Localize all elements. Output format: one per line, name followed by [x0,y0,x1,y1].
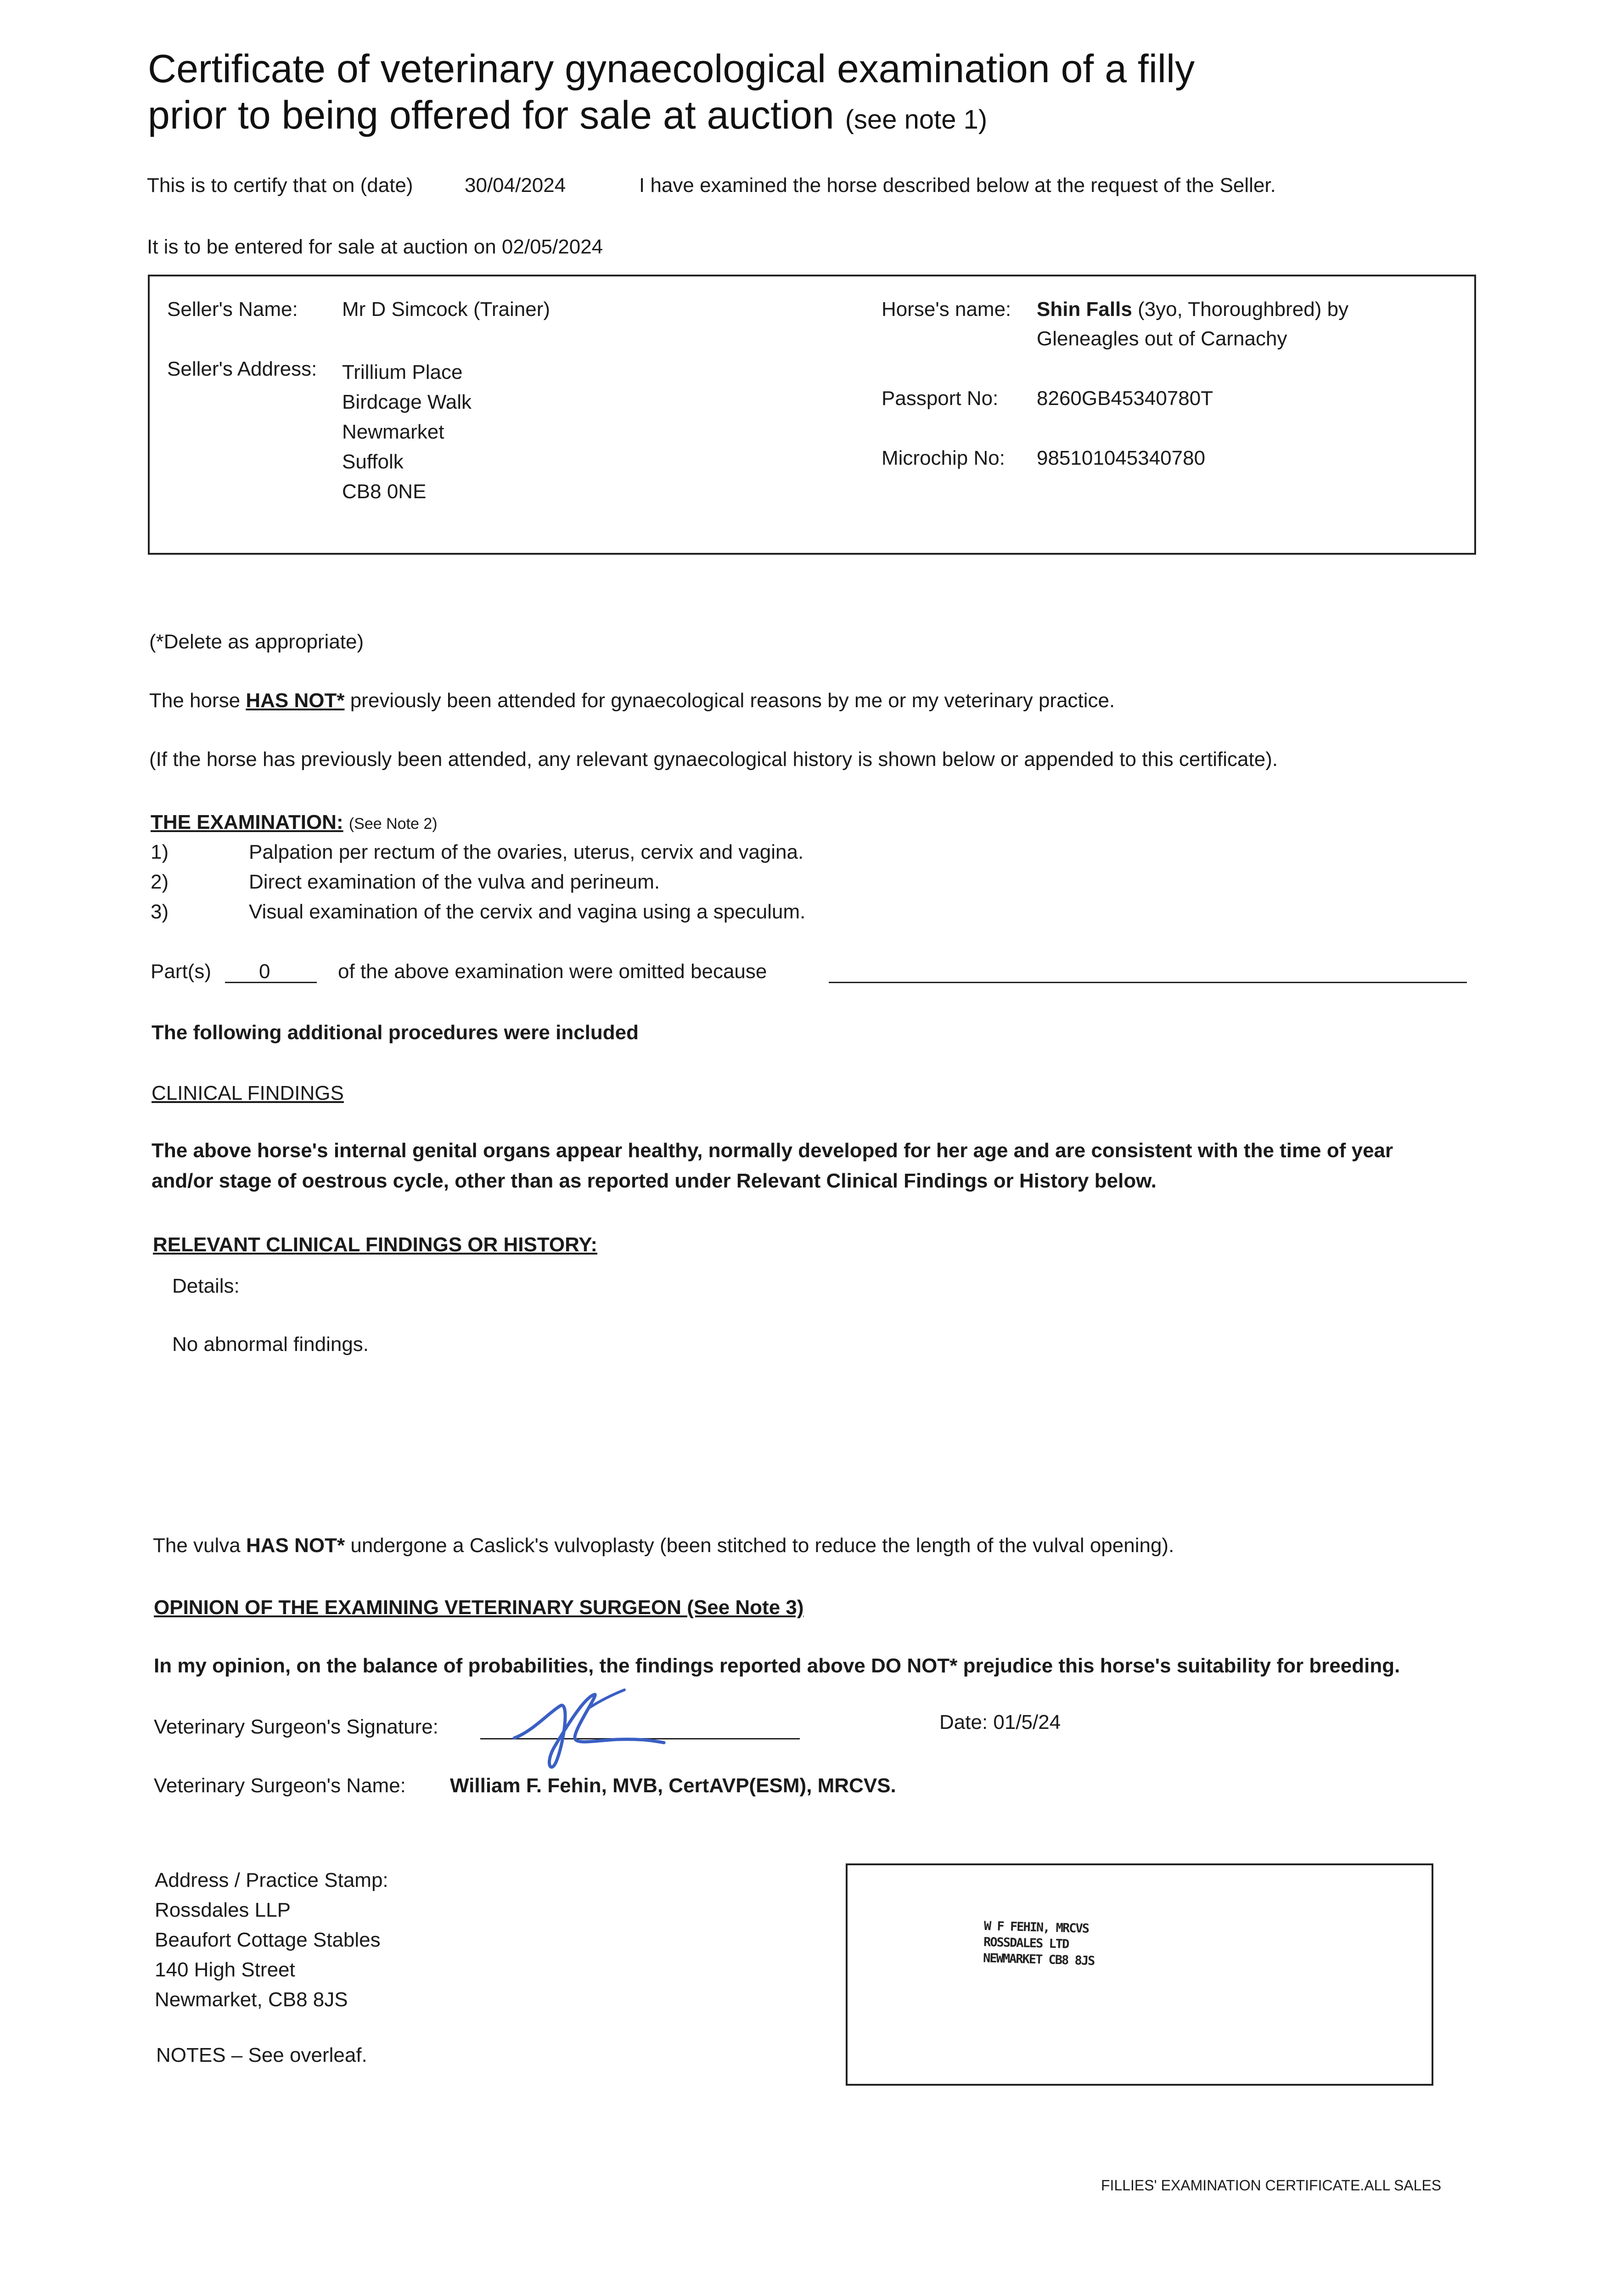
opinion-text: In my opinion, on the balance of probabilities, the findings reported above DO NOT* prejudice this horse's suitability for breeding. [154,1654,1400,1677]
practice-address-line: Beaufort Cottage Stables [155,1929,381,1951]
examination-heading: THE EXAMINATION: (See Note 2) [151,811,438,833]
certify-suffix: I have examined the horse described below at the request of the Seller. [639,174,1276,197]
passport-number: 8260GB45340780T [1037,387,1213,410]
signature-scribble [505,1681,698,1782]
horse-name-detail: (3yo, Thoroughbred) by [1138,298,1349,321]
practice-address-label: Address / Practice Stamp: [155,1869,388,1891]
title-line-1: Certificate of veterinary gynaecological examination of a filly [148,47,1195,91]
relevant-findings-heading: RELEVANT CLINICAL FINDINGS OR HISTORY: [153,1233,598,1256]
horse-name-line [1037,298,1348,322]
title-note: (see note 1) [845,105,988,135]
seller-name: Mr D Simcock (Trainer) [342,298,550,321]
exam-item-text: Visual examination of the cervix and vagina using a speculum. [249,900,806,923]
address-line: Newmarket [342,421,444,443]
document-title [148,46,1195,139]
horse-breeding: Gleneagles out of Carnachy [1037,327,1287,350]
practice-address-line: 140 High Street [155,1958,295,1981]
stamp-line: W F FEHIN, MRCVS [983,1919,1089,1936]
horse-name: Shin Falls [1037,298,1132,321]
address-line: Trillium Place [342,361,463,383]
opinion-heading: OPINION OF THE EXAMINING VETERINARY SURGEON (See Note 3) [154,1596,804,1619]
delete-note: (*Delete as appropriate) [149,630,364,653]
vulva-statement: The vulva HAS NOT* undergone a Caslick's vulvoplasty (been stitched to reduce the length of the vulval opening). [153,1534,1174,1557]
certify-prefix: This is to certify that on (date) [147,174,413,197]
stamp-line: NEWMARKET CB8 8JS [983,1951,1095,1969]
omitted-value: 0 [259,960,270,983]
stamp-line: ROSSDALES LTD [983,1935,1069,1952]
microchip-label: Microchip No: [882,447,1005,469]
signature-label: Veterinary Surgeon's Signature: [154,1716,438,1738]
exam-item-number: 1) [151,841,169,863]
practice-address-line: Newmarket, CB8 8JS [155,1988,348,2011]
omitted-reason-line [829,982,1467,983]
seller-address-label: Seller's Address: [167,358,317,380]
examination-note: (See Note 2) [348,815,438,833]
auction-date-line: It is to be entered for sale at auction on 02/05/2024 [147,236,603,258]
practice-address [155,1865,388,2015]
seller-name-label: Seller's Name: [167,298,298,321]
exam-item-number: 3) [151,900,169,923]
surgeon-name: William F. Fehin, MVB, CertAVP(ESM), MRCVS. [450,1774,896,1797]
omitted-suffix: of the above examination were omitted because [338,960,767,983]
practice-address-line: Rossdales LLP [155,1899,291,1921]
clinical-findings-line-2: and/or stage of oestrous cycle, other than as reported under Relevant Clinical Findings or History below. [152,1170,1157,1192]
certify-date: 30/04/2024 [465,174,566,197]
additional-procedures: The following additional procedures were included [152,1021,639,1044]
address-line: CB8 0NE [342,480,427,503]
exam-item-text: Palpation per rectum of the ovaries, uterus, cervix and vagina. [249,841,804,863]
vulva-status: HAS NOT* [246,1534,345,1557]
horse-name-label: Horse's name: [882,298,1011,321]
exam-item-number: 2) [151,871,169,893]
details-text: No abnormal findings. [172,1333,369,1356]
details-label: Details: [172,1275,240,1297]
omitted-prefix: Part(s) [151,960,211,983]
clinical-findings-heading: CLINICAL FINDINGS [152,1082,344,1104]
title-line-2: prior to being offered for sale at auction (see note 1) [148,93,988,138]
attended-statement: The horse HAS NOT* previously been attended for gynaecological reasons by me or my veterinary practice. [149,689,1115,712]
exam-item-text: Direct examination of the vulva and perineum. [249,871,660,893]
footer-form-name: FILLIES' EXAMINATION CERTIFICATE.ALL SALES [1101,2177,1442,2194]
passport-label: Passport No: [882,387,999,410]
seller-address [342,357,472,506]
address-line: Birdcage Walk [342,391,472,413]
omitted-value-line [225,982,317,983]
address-line: Suffolk [342,450,404,473]
surgeon-name-label: Veterinary Surgeon's Name: [154,1774,406,1797]
notes-line: NOTES – See overleaf. [156,2044,367,2066]
practice-stamp-box [846,1863,1433,2086]
signature-date: Date: 01/5/24 [939,1711,1061,1733]
microchip-number: 985101045340780 [1037,447,1206,469]
history-note: (If the horse has previously been attended, any relevant gynaecological history is shown below or appended to this certificate). [149,748,1278,771]
practice-stamp [983,1918,1095,1970]
attended-status: HAS NOT* [246,689,345,712]
clinical-findings-line-1: The above horse's internal genital organs appear healthy, normally developed for her age and are consistent with the time of year [152,1139,1393,1162]
